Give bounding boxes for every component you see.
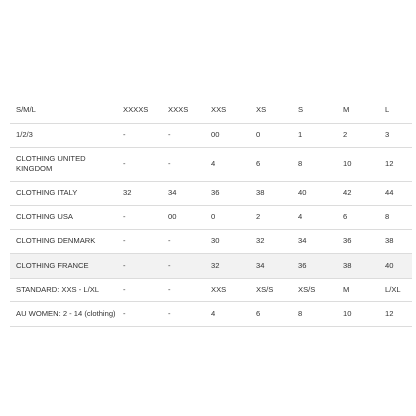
row-label: CLOTHING FRANCE: [16, 260, 89, 270]
size-cell: -: [168, 284, 171, 294]
column-header: XS: [256, 105, 267, 115]
size-cell: -: [123, 284, 126, 294]
size-cell: L/XL: [385, 284, 401, 294]
size-cell: 8: [298, 308, 303, 318]
size-cell: M: [343, 284, 350, 294]
size-cell: 36: [298, 260, 307, 270]
row-label: AU WOMEN: 2 - 14 (clothing): [16, 308, 116, 318]
row-label: CLOTHING ITALY: [16, 188, 78, 197]
size-cell: 40: [298, 188, 307, 197]
size-cell: -: [168, 130, 171, 139]
size-cell: XXS: [211, 284, 227, 294]
size-cell: 4: [211, 159, 216, 168]
column-header: S/M/L: [16, 105, 36, 115]
column-header: XXXXS: [123, 105, 149, 115]
size-cell: 36: [211, 188, 220, 197]
size-cell: 32: [211, 260, 220, 270]
row-label: CLOTHING DENMARK: [16, 236, 96, 245]
size-cell: 10: [343, 159, 352, 168]
size-cell: -: [123, 130, 126, 139]
size-cell: 32: [123, 188, 132, 197]
size-cell: 32: [256, 236, 265, 245]
size-cell: 0: [211, 212, 216, 221]
size-cell: 30: [211, 236, 220, 245]
column-header: XXXS: [168, 105, 189, 115]
size-cell: 12: [385, 159, 394, 168]
size-cell: -: [168, 236, 171, 245]
size-cell: -: [168, 308, 171, 318]
column-header: L: [385, 105, 390, 115]
size-cell: 6: [256, 308, 261, 318]
table-row: [10, 181, 412, 205]
column-header: XXS: [211, 105, 227, 115]
size-cell: 8: [385, 212, 390, 221]
table-row: [10, 123, 412, 147]
size-cell: XS/S: [256, 284, 274, 294]
size-cell: 34: [256, 260, 265, 270]
size-cell: 6: [343, 212, 348, 221]
size-cell: 34: [298, 236, 307, 245]
size-cell: 10: [343, 308, 352, 318]
size-cell: 0: [256, 130, 261, 139]
size-cell: -: [168, 159, 171, 168]
size-cell: 4: [298, 212, 303, 221]
table-header-row: [10, 98, 412, 123]
size-cell: 36: [343, 236, 352, 245]
size-cell: 3: [385, 130, 390, 139]
size-cell: 44: [385, 188, 394, 197]
size-cell: 38: [343, 260, 352, 270]
size-cell: 40: [385, 260, 394, 270]
column-header: M: [343, 105, 350, 115]
size-cell: 8: [298, 159, 303, 168]
table-row: [10, 205, 412, 229]
size-cell: 2: [256, 212, 261, 221]
table-row: [10, 278, 412, 301]
row-label: CLOTHING UNITED KINGDOM: [16, 154, 86, 173]
size-cell: 12: [385, 308, 394, 318]
table-row: [10, 147, 412, 181]
table-row: [10, 229, 412, 253]
size-cell: -: [123, 212, 126, 221]
size-cell: -: [123, 308, 126, 318]
table-row: [10, 301, 412, 326]
size-cell: -: [123, 260, 126, 270]
row-label: 1/2/3: [16, 130, 33, 139]
table-body: [10, 123, 412, 326]
size-cell: 42: [343, 188, 352, 197]
size-cell: 38: [385, 236, 394, 245]
size-cell: -: [123, 236, 126, 245]
size-cell: -: [123, 159, 126, 168]
size-cell: 00: [211, 130, 220, 139]
column-header: S: [298, 105, 304, 115]
size-cell: XS/S: [298, 284, 316, 294]
size-cell: 34: [168, 188, 177, 197]
table-row: [10, 253, 412, 278]
size-cell: -: [168, 260, 171, 270]
size-cell: 4: [211, 308, 216, 318]
size-cell: 38: [256, 188, 265, 197]
row-label: CLOTHING USA: [16, 212, 73, 221]
size-cell: 6: [256, 159, 261, 168]
row-label: STANDARD: XXS - L/XL: [16, 284, 99, 294]
size-cell: 1: [298, 130, 303, 139]
size-cell: 00: [168, 212, 177, 221]
size-conversion-table: [10, 98, 412, 327]
size-cell: 2: [343, 130, 348, 139]
